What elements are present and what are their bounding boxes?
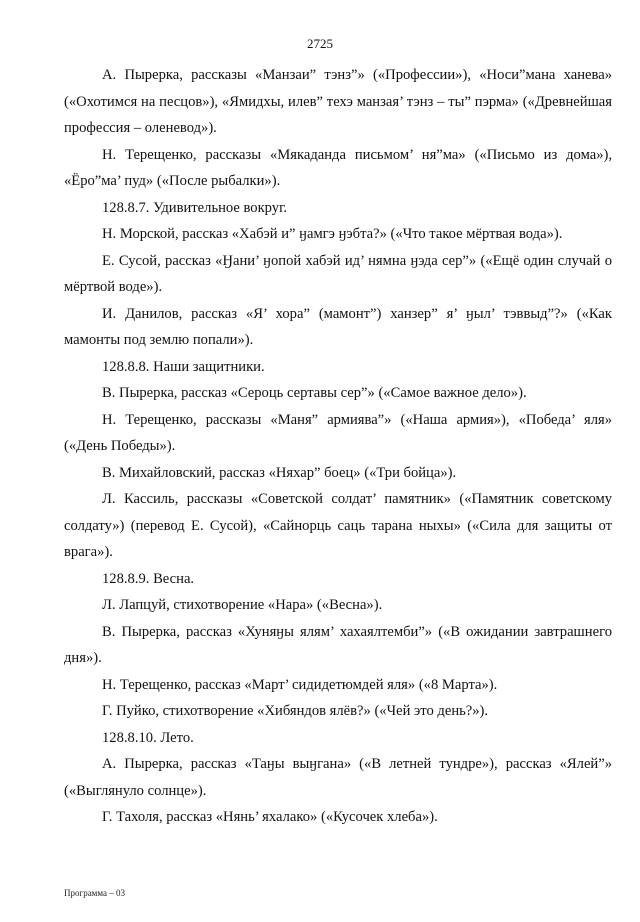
paragraph-pyrerka-summer-tundra: А. Пырерка, рассказ «Таӈы выӈгана» («В летней тундре»), рассказ «Ялей”» («Выглянуло солнце»).	[64, 756, 612, 799]
paragraph-tereshchenko-army: Н. Терещенко, рассказы «Маня” армиява”» («Наша армия»), «Победа’ яля» («День Победы»).	[64, 411, 612, 454]
paragraph-tereshchenko-march-8: Н. Терещенко, рассказ «Март’ сидидетюмдей яля» («8 Марта»).	[102, 676, 498, 693]
paragraph-tereshchenko-letter: Н. Терещенко, рассказы «Мякаданда письмом’ ня”ма» («Письмо из дома»), «Ёро”ма’ пуд» («После рыбалки»).	[64, 146, 612, 189]
paragraph-mikhaylovsky-three-fighters: В. Михайловский, рассказ «Няхар” боец» («Три бойца»).	[102, 464, 457, 481]
page-number: 2725	[307, 36, 333, 51]
paragraph-puyko-whose-day: Г. Пуйко, стихотворение «Хибяндов ялёв?» («Чей это день?»).	[102, 703, 489, 719]
section-heading-128-8-8: 128.8.8. Наши защитники.	[102, 358, 265, 375]
paragraph-pyrerka-professions: А. Пырерка, рассказы «Манзаи” тэнз”» («Профессии»), «Носи”мана ханева» («Охотимся на песцов»), «Ямидхы, илев” техэ манзая’ тэнз – ты” пэрма» («Древнейшая профессия – оленевод»).	[64, 67, 612, 136]
paragraph-danilov-mammoths: И. Данилов, рассказ «Я’ хора” (мамонт”) ханзер” я’ ӈыл’ тэввыд”?» («Как мамонты под землю попали»).	[64, 305, 612, 348]
paragraph-laptsuy-spring: Л. Лапцуй, стихотворение «Нара» («Весна»).	[102, 597, 383, 613]
document-body	[64, 62, 612, 831]
section-heading-128-8-9: 128.8.9. Весна.	[102, 570, 195, 587]
paragraph-morskoy-dead-water: Н. Морской, рассказ «Хабэй и” ӈамгэ ӈэбта?» («Что такое мёртвая вода»).	[102, 226, 563, 242]
paragraph-pyrerka-tomorrow: В. Пырерка, рассказ «Хуняӈы ялям’ хахаялтемби”» («В ожидании завтрашнего дня»).	[64, 623, 612, 666]
paragraph-takholya-bread: Г. Тахоля, рассказ «Нянь’ яхалако» («Кусочек хлеба»).	[102, 809, 438, 825]
paragraph-kassil-monument: Л. Кассиль, рассказы «Советской солдат’ памятник» («Памятник советскому солдату») (перевод Е. Сусой), «Сайнорць саць тарана ныхы» («Сила для защиты от врага»).	[64, 491, 612, 560]
footer-program-label: Программа – 03	[64, 888, 126, 898]
section-heading-128-8-10: 128.8.10. Лето.	[102, 729, 194, 746]
paragraph-pyrerka-important-deed: В. Пырерка, рассказ «Сероць сертавы сер”» («Самое важное дело»).	[102, 385, 527, 401]
section-heading-128-8-7: 128.8.7. Удивительное вокруг.	[102, 199, 288, 216]
paragraph-susoy-dead-water: Е. Сусой, рассказ «Ӈани’ ӈопой хабэй ид’ нямна ӈэда сер”» («Ещё один случай о мёртвой воде»).	[64, 252, 612, 295]
